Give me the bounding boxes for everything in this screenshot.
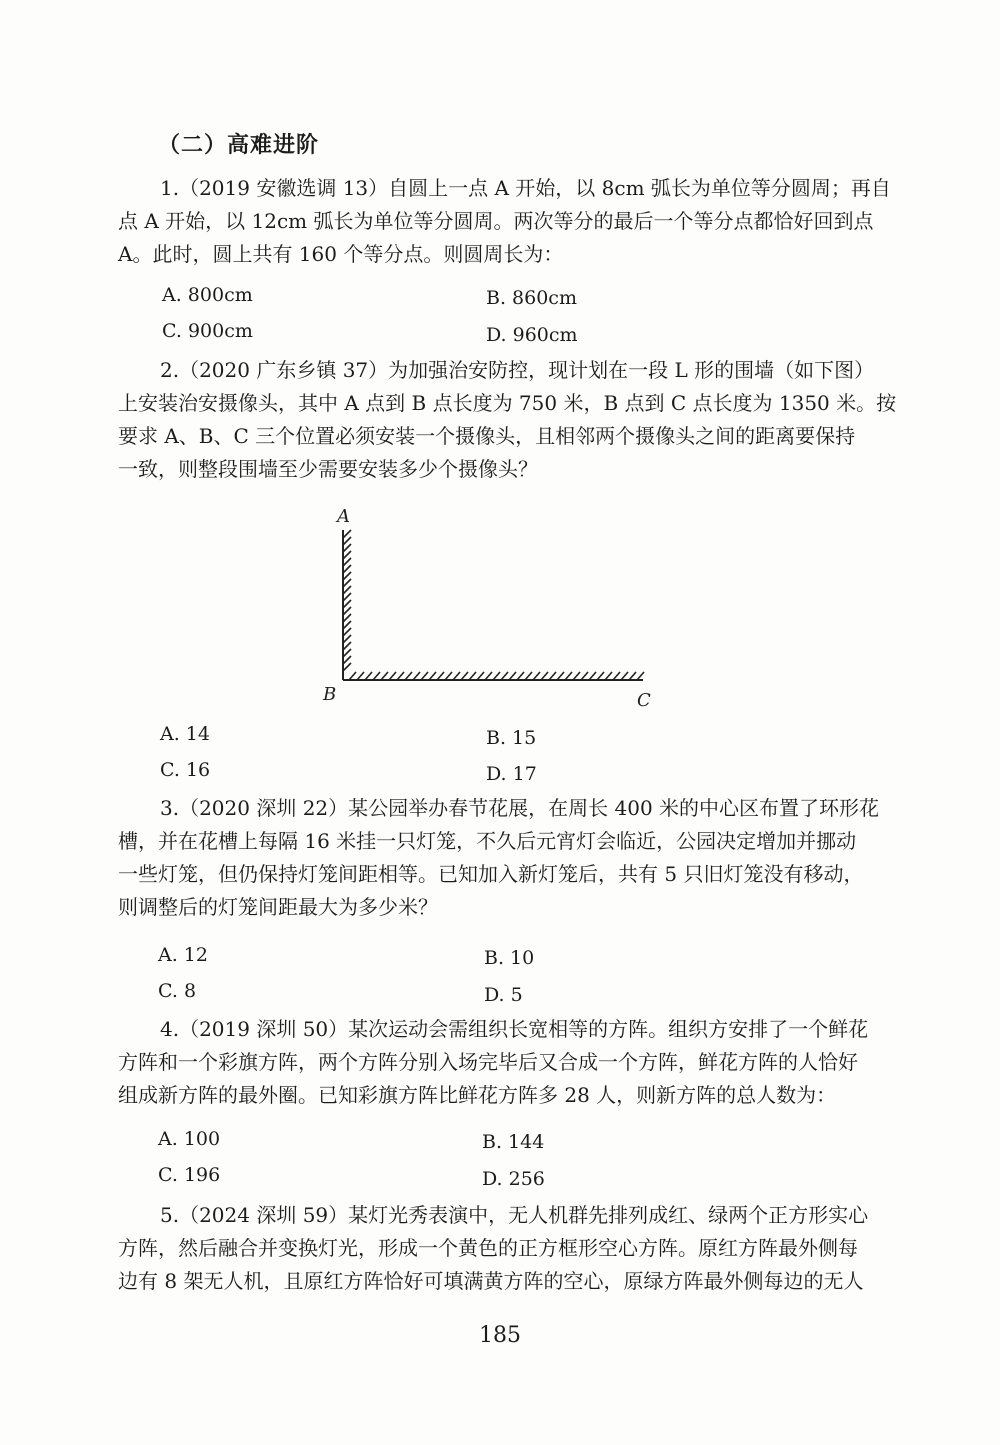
question-3-line-3: 一些灯笼，但仍保持灯笼间距相等。已知加入新灯笼后，共有 5 只旧灯笼没有移动， (118, 862, 864, 886)
question-1-option-a: A. 800cm (162, 284, 253, 306)
question-5 (118, 1199, 868, 1298)
wall-hatching-ab (343, 530, 351, 671)
hatch-mark (509, 672, 516, 680)
hatch-mark (343, 537, 351, 545)
hatch-mark (343, 642, 351, 650)
question-2-line-3: 要求 A、B、C 三个位置必须安装一个摄像头，且相邻两个摄像头之间的距离要保持 (118, 424, 856, 448)
question-1-option-d: D. 960cm (486, 324, 578, 346)
question-1-option-b: B. 860cm (486, 287, 577, 309)
hatch-mark (343, 558, 351, 566)
hatch-mark (477, 672, 484, 680)
hatch-mark (613, 672, 620, 680)
hatch-mark (343, 607, 351, 615)
hatch-mark (629, 672, 636, 680)
question-4-line-1: 4.（2019 深圳 50）某次运动会需组织长宽相等的方阵。组织方安排了一个鲜花 (160, 1017, 869, 1041)
page-number: 185 (479, 1323, 521, 1348)
hatch-mark (405, 672, 412, 680)
hatch-mark (485, 672, 492, 680)
question-1-option-c: C. 900cm (162, 320, 253, 342)
hatch-mark (343, 565, 351, 573)
hatch-mark (621, 672, 628, 680)
hatch-mark (637, 672, 644, 680)
hatch-mark (413, 672, 420, 680)
question-2-line-1: 2.（2020 广东乡镇 37）为加强治安防控，现计划在一段 L 形的围墙（如下图） (160, 358, 875, 382)
hatch-mark (343, 663, 351, 671)
hatch-mark (581, 672, 588, 680)
question-4-option-c: C. 196 (158, 1164, 221, 1186)
question-2-option-a: A. 14 (160, 723, 210, 745)
hatch-mark (343, 614, 351, 622)
hatch-mark (533, 672, 540, 680)
hatch-mark (589, 672, 596, 680)
question-2-option-d: D. 17 (486, 763, 537, 785)
hatch-mark (453, 672, 460, 680)
hatch-mark (517, 672, 524, 680)
hatch-mark (445, 672, 452, 680)
hatch-mark (343, 530, 351, 538)
question-2-line-4: 一致，则整段围墙至少需要安装多少个摄像头？ (118, 457, 538, 481)
hatch-mark (343, 593, 351, 601)
label-point-a: A (337, 506, 350, 527)
question-4-option-b: B. 144 (482, 1131, 545, 1153)
question-1-line-3: A。此时，圆上共有 160 个等分点。则圆周长为： (118, 242, 564, 266)
question-1 (118, 172, 891, 271)
hatch-mark (597, 672, 604, 680)
l-wall-svg (315, 502, 675, 712)
hatch-mark (429, 672, 436, 680)
hatch-mark (549, 672, 556, 680)
question-3-line-2: 槽，并在花槽上每隔 16 米挂一只灯笼，不久后元宵灯会临近，公园决定增加并挪动 (118, 829, 857, 853)
hatch-mark (421, 672, 428, 680)
hatch-mark (437, 672, 444, 680)
hatch-mark (343, 551, 351, 559)
question-4-option-a: A. 100 (158, 1128, 221, 1150)
question-3-line-4: 则调整后的灯笼间距最大为多少米？ (118, 895, 438, 919)
hatch-mark (397, 672, 404, 680)
hatch-mark (343, 600, 351, 608)
wall-hatching-bc (349, 672, 644, 680)
question-4-option-d: D. 256 (482, 1168, 545, 1190)
question-2 (118, 354, 897, 486)
hatch-mark (373, 672, 380, 680)
question-3 (118, 792, 880, 924)
hatch-mark (343, 649, 351, 657)
hatch-mark (343, 586, 351, 594)
hatch-mark (381, 672, 388, 680)
question-2-option-c: C. 16 (160, 759, 211, 781)
question-5-line-2: 方阵，然后融合并变换灯光，形成一个黄色的正方框形空心方阵。原红方阵最外侧每 (118, 1236, 858, 1260)
question-3-option-d: D. 5 (484, 984, 523, 1006)
question-5-line-3: 边有 8 架无人机，且原红方阵恰好可填满黄方阵的空心，原绿方阵最外侧每边的无人 (118, 1269, 864, 1293)
hatch-mark (349, 672, 356, 680)
question-3-option-b: B. 10 (484, 947, 535, 969)
section-title: （二）高难进阶 (158, 133, 320, 158)
hatch-mark (343, 656, 351, 664)
question-4 (118, 1013, 868, 1112)
question-4-line-2: 方阵和一个彩旗方阵，两个方阵分别入场完毕后又合成一个方阵，鲜花方阵的人恰好 (118, 1050, 858, 1074)
hatch-mark (343, 544, 351, 552)
hatch-mark (469, 672, 476, 680)
hatch-mark (343, 621, 351, 629)
hatch-mark (557, 672, 564, 680)
question-3-option-c: C. 8 (158, 980, 197, 1002)
hatch-mark (343, 572, 351, 580)
question-2-line-2: 上安装治安摄像头，其中 A 点到 B 点长度为 750 米，B 点到 C 点长度为 1350 米。按 (118, 391, 897, 415)
hatch-mark (343, 628, 351, 636)
hatch-mark (565, 672, 572, 680)
question-4-line-3: 组成新方阵的最外圈。已知彩旗方阵比鲜花方阵多 28 人，则新方阵的总人数为： (118, 1083, 837, 1107)
hatch-mark (343, 579, 351, 587)
question-3-option-a: A. 12 (158, 944, 208, 966)
hatch-mark (525, 672, 532, 680)
question-1-line-2: 点 A 开始，以 12cm 弧长为单位等分圆周。两次等分的最后一个等分点都恰好回到点 (118, 209, 874, 233)
hatch-mark (541, 672, 548, 680)
hatch-mark (389, 672, 396, 680)
question-3-line-1: 3.（2020 深圳 22）某公园举办春节花展，在周长 400 米的中心区布置了环形花 (160, 796, 880, 820)
hatch-mark (605, 672, 612, 680)
hatch-mark (461, 672, 468, 680)
label-point-b: B (323, 684, 337, 705)
hatch-mark (573, 672, 580, 680)
question-5-line-1: 5.（2024 深圳 59）某灯光秀表演中，无人机群先排列成红、绿两个正方形实心 (160, 1203, 869, 1227)
hatch-mark (365, 672, 372, 680)
hatch-mark (357, 672, 364, 680)
question-1-line-1: 1.（2019 安徽选调 13）自圆上一点 A 开始，以 8cm 弧长为单位等分圆周；再自 (160, 176, 891, 200)
hatch-mark (501, 672, 508, 680)
l-shaped-wall-diagram (315, 502, 675, 712)
hatch-mark (493, 672, 500, 680)
question-2-option-b: B. 15 (486, 727, 537, 749)
label-point-c: C (637, 690, 651, 711)
hatch-mark (343, 635, 351, 643)
